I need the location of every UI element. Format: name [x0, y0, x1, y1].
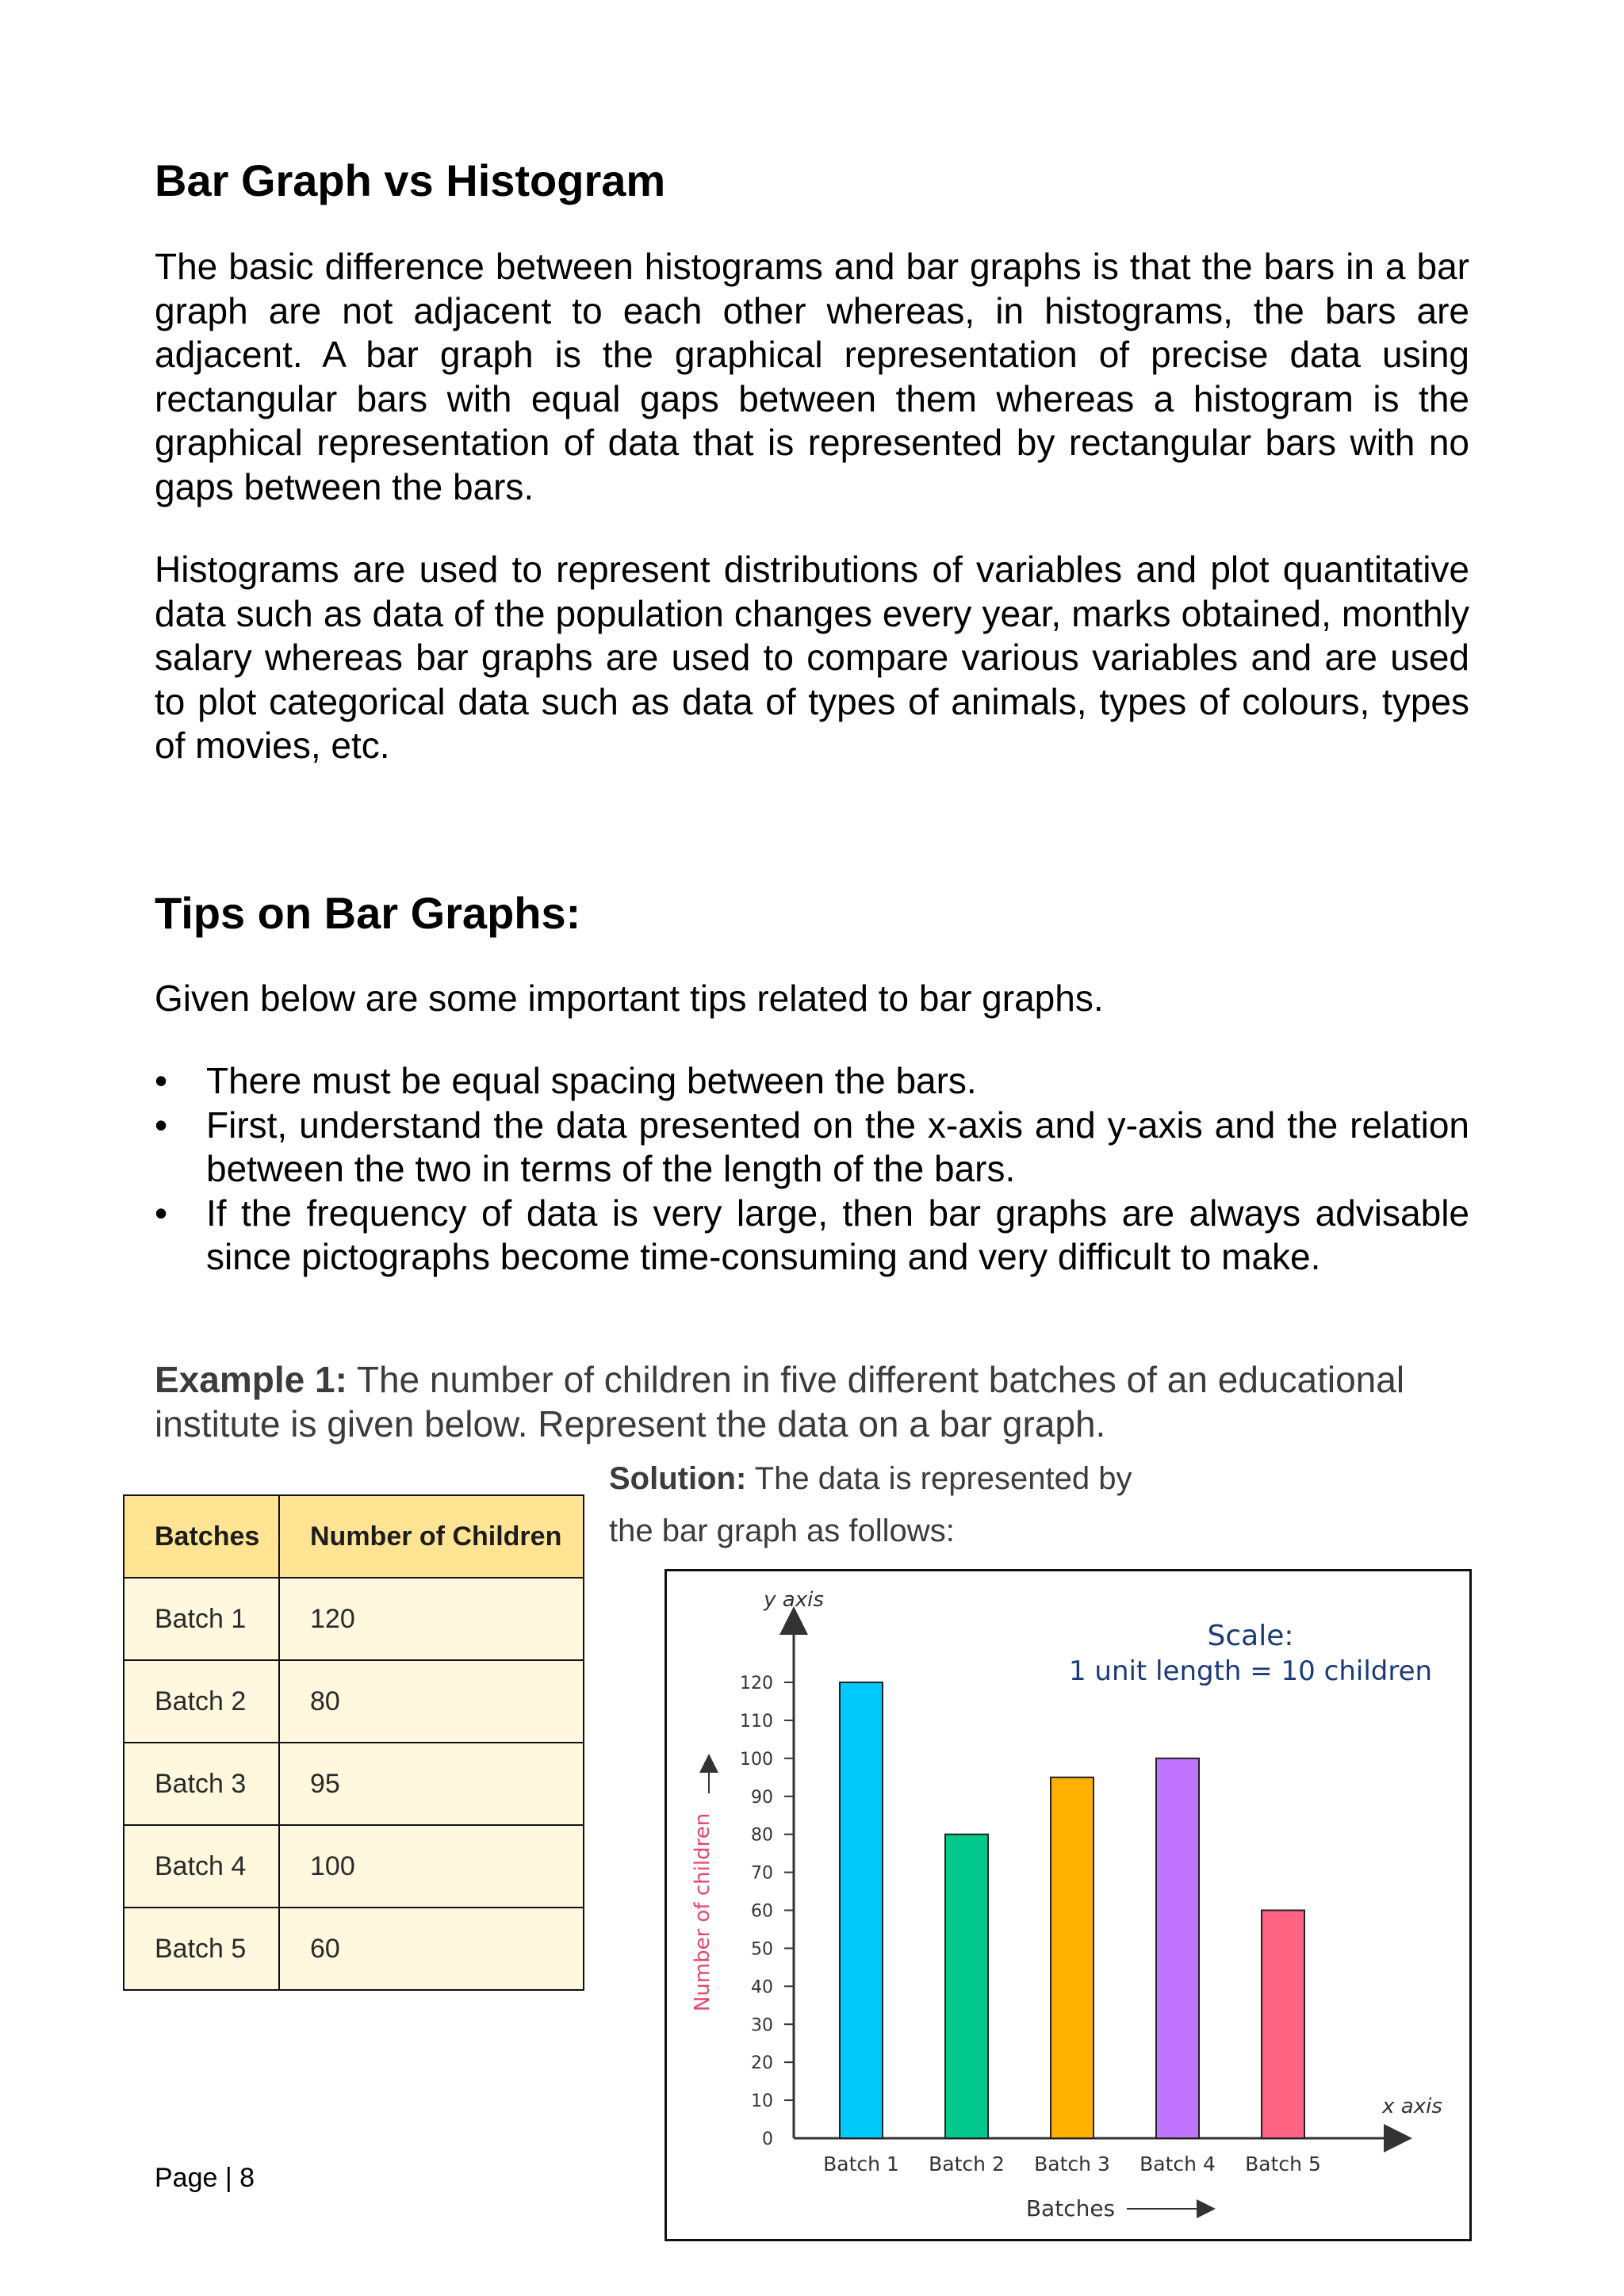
- solution-label: Solution:: [609, 1461, 747, 1496]
- table-row: [124, 1743, 584, 1825]
- x-tick-label: Batch 5: [1245, 2152, 1321, 2175]
- table-row: [124, 1660, 584, 1743]
- bar-batch-1: [840, 1682, 883, 2138]
- y-tick-label: 110: [740, 1711, 773, 1732]
- table-header-batches: Batches: [124, 1495, 279, 1578]
- list-item: [155, 1059, 1469, 1104]
- tips-list: [155, 1059, 1469, 1280]
- table-cell-count: 80: [279, 1660, 584, 1743]
- x-axis-label: Batches: [1025, 2195, 1116, 2221]
- solution-line-2: the bar graph as follows:: [609, 1513, 955, 1548]
- table-cell-batch: Batch 4: [124, 1825, 279, 1908]
- table-cell-batch: Batch 5: [124, 1908, 279, 1990]
- x-tick-label: Batch 3: [1034, 2152, 1110, 2175]
- y-tick-label: 20: [751, 2053, 773, 2074]
- y-tick-label: 100: [740, 1749, 773, 1770]
- tip-text: First, understand the data presented on the x-axis and y-axis and the relation between the two in terms of the length of the bars.: [206, 1104, 1469, 1189]
- table-cell-count: 100: [279, 1825, 584, 1908]
- y-axis-label: Number of children: [691, 1812, 714, 2012]
- bullet: •: [155, 1104, 168, 1146]
- bullet: •: [155, 1192, 168, 1234]
- scale-text: 1 unit length = 10 children: [1068, 1655, 1433, 1687]
- solution-text: [609, 1452, 1212, 1557]
- bar-batch-5: [1262, 1911, 1304, 2139]
- y-tick-label: 80: [751, 1825, 773, 1846]
- bullet: •: [155, 1060, 168, 1101]
- table-row: [124, 1908, 584, 1990]
- table-cell-batch: Batch 2: [124, 1660, 279, 1743]
- tip-text: If the frequency of data is very large, then bar graphs are always advisable since pictographs become time-consuming and very difficult to make.: [206, 1192, 1469, 1277]
- paragraph-usage: Histograms are used to represent distributions of variables and plot quantitative data such as data of the population changes every year, marks obtained, monthly salary whereas bar graphs are used to compare various variables and are used to plot categorical data such as data of types of animals, types of colours, types of movies, etc.: [155, 549, 1469, 766]
- tips-intro: Given below are some important tips related to bar graphs.: [155, 978, 1104, 1019]
- children-table: [123, 1494, 584, 1991]
- y-tick-label: 120: [740, 1674, 773, 1693]
- example-label: Example 1:: [155, 1359, 347, 1400]
- section-heading-bar-graph-vs-histogram: Bar Graph vs Histogram: [155, 155, 666, 205]
- bar-batch-4: [1156, 1758, 1199, 2138]
- paragraph-difference: The basic difference between histograms and bar graphs is that the bars in a bar graph are not adjacent to each other whereas, in histograms, the bars are adjacent. A bar graph is the graphical representation of precise data using rectangular bars with equal gaps between them whereas a histogram is the graphical representation of data that is represented by rectangular bars with no gaps between the bars.: [155, 246, 1469, 507]
- bar-chart: [667, 1571, 1469, 2239]
- table-header-row: [124, 1495, 584, 1578]
- y-tick-label: 0: [762, 2130, 773, 2149]
- y-tick-label: 40: [751, 1977, 773, 1998]
- table-row: [124, 1578, 584, 1660]
- y-tick-label: 90: [751, 1787, 773, 1808]
- tip-text: There must be equal spacing between the bars.: [206, 1060, 977, 1101]
- solution-line1-text: The data is represented by: [746, 1461, 1132, 1496]
- section-heading-tips: Tips on Bar Graphs:: [155, 888, 581, 938]
- example-text: The number of children in five different batches of an educational institute is given below. Represent the data on a bar graph.: [155, 1359, 1405, 1445]
- x-tick-label: Batch 2: [929, 2152, 1005, 2175]
- x-axis-title: x axis: [1382, 2095, 1442, 2118]
- table-cell-batch: Batch 1: [124, 1578, 279, 1660]
- list-item: [155, 1104, 1469, 1192]
- y-ticks: [740, 1674, 794, 2149]
- table-cell-count: 95: [279, 1743, 584, 1825]
- bar-chart-frame: [665, 1569, 1472, 2241]
- y-axis-title: y axis: [764, 1588, 824, 1612]
- bars: [840, 1682, 1304, 2138]
- y-tick-label: 50: [751, 1939, 773, 1960]
- table-cell-count: 60: [279, 1908, 584, 1990]
- scale-title: Scale:: [1207, 1620, 1294, 1652]
- table-cell-count: 120: [279, 1578, 584, 1660]
- bar-batch-3: [1051, 1777, 1094, 2138]
- y-tick-label: 60: [751, 1901, 773, 1922]
- bar-batch-2: [945, 1835, 988, 2138]
- table-header-number: Number of Children: [279, 1495, 584, 1578]
- x-tick-label: Batch 1: [823, 2152, 899, 2175]
- table-row: [124, 1825, 584, 1908]
- page-number: Page | 8: [155, 2163, 255, 2193]
- x-tick-labels: [823, 2152, 1321, 2175]
- example-statement: [155, 1358, 1487, 1446]
- y-tick-label: 70: [751, 1863, 773, 1884]
- y-tick-label: 10: [751, 2091, 773, 2112]
- y-tick-label: 30: [751, 2015, 773, 2036]
- solution-line-1: [609, 1452, 1212, 1505]
- x-tick-label: Batch 4: [1139, 2152, 1216, 2175]
- list-item: [155, 1192, 1469, 1280]
- table-cell-batch: Batch 3: [124, 1743, 279, 1825]
